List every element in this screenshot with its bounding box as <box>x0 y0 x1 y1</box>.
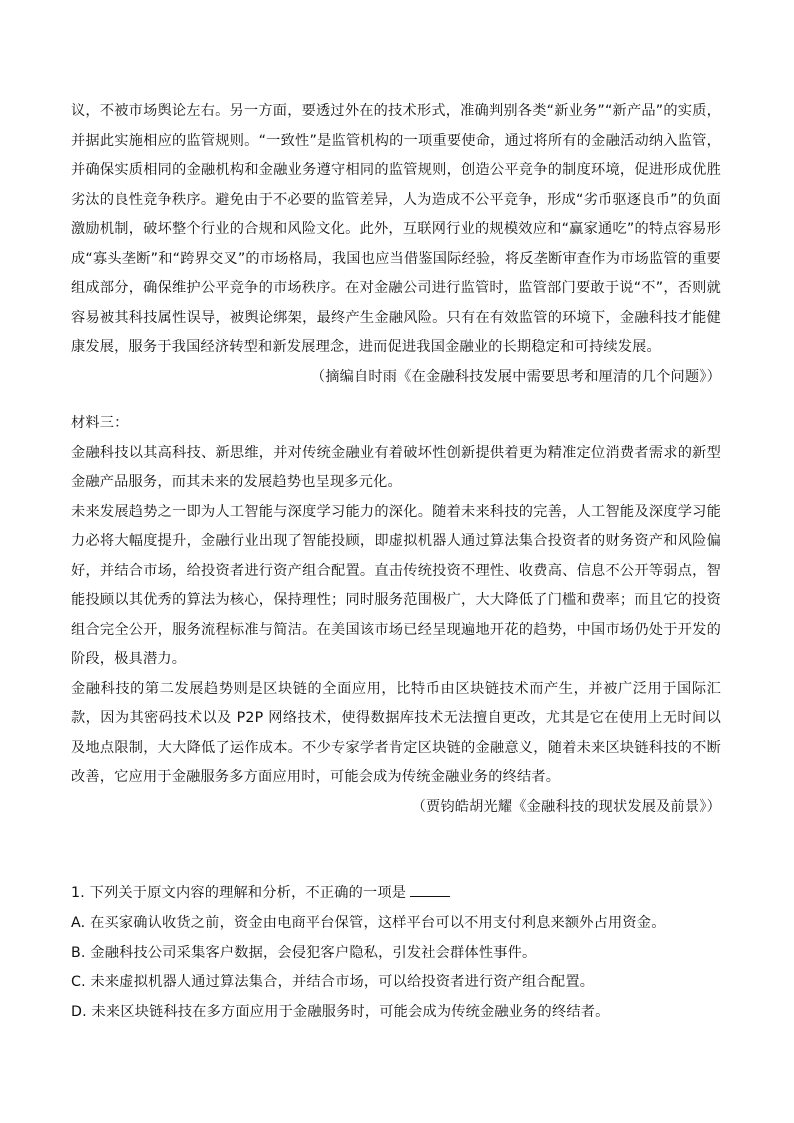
answer-blank[interactable] <box>410 882 450 897</box>
question-1-section <box>71 879 721 1028</box>
material-3-label: 材料三： <box>71 415 129 431</box>
material-2-source: （摘编自时雨《在金融科技发展中需要思考和厘清的几个问题》） <box>310 368 721 385</box>
material-3-section <box>71 409 721 822</box>
material-3-paragraph-3: 金融科技的第二发展趋势则是区块链的全面应用，比特币由区块链技术而产生，并被广泛用于国际汇款，因为其密码技术以及 P2P 网络技术，使得数据库技术无法擅自更改，尤其是它在使用上无时间以及地点限制，大大降低了运作成本。不少专家学者肯定区块链的金融意义，随着未来区块链科技的不断改善，它应用于金融服务多方面应用时，可能会成为传统金融业务的终结者。 <box>71 680 721 785</box>
material-3-source: （贾钧皓胡光耀《金融科技的现状发展及前景》） <box>411 798 721 815</box>
option-a: A. 在买家确认收货之前，资金由电商平台保管，这样平台可以不用支付利息来额外占用资金。 <box>71 914 666 931</box>
question-stem-line <box>71 879 721 909</box>
option-d: D. 未来区块链科技在多方面应用于金融服务时，可能会成为传统金融业务的终结者。 <box>71 1004 610 1021</box>
option-c: C. 未来虚拟机器人通过算法集合，并结合市场，可以给投资者进行资产组合配置。 <box>71 974 595 991</box>
question-stem: 1. 下列关于原文内容的理解和分析，不正确的一项是 <box>71 885 407 901</box>
material-2-paragraph: 议，不被市场舆论左右。另一方面，要透过外在的技术形式，准确判别各类“新业务”“新产品”的实质，并据此实施相应的监管规则。“一致性”是监管机构的一项重要使命，通过将所有的金融活动纳入监管，并确保实质相同的金融机构和金融业务遵守相同的监管规则，创造公平竞争的制度环境，促进形成优胜劣汰的良性竞争秩序。避免由于不必要的监管差异，人为造成不公平竞争，形成“劣币驱逐良币”的负面激励机制，破坏整个行业的合规和风险文化。此外，互联网行业的规模效应和“赢家通吃”的特点容易形成“寡头垄断”和“跨界交叉”的市场格局，我国也应当借鉴国际经验，将反垄断审查作为市场监管的重要组成部分，确保维护公平竞争的市场秩序。在对金融公司进行监管时，监管部门要敢于说“不”，否则就容易被其科技属性误导，被舆论绑架，最终产生金融风险。只有在有效监管的环境下，金融科技才能健康发展，服务于我国经济转型和新发展理念，进而促进我国金融业的长期稳定和可持续发展。 <box>71 103 721 355</box>
material-3-paragraph-1: 金融科技以其高科技、新思维，并对传统金融业有着破坏性创新提供着更为精准定位消费者需求的新型金融产品服务，而其未来的发展趋势也呈现多元化。 <box>71 444 721 490</box>
material-2-section <box>71 97 721 392</box>
option-b: B. 金融科技公司采集客户数据，会侵犯客户隐私，引发社会群体性事件。 <box>71 944 537 961</box>
material-3-paragraph-2: 未来发展趋势之一即为人工智能与深度学习能力的深化。随着未来科技的完善，人工智能及深度学习能力必将大幅度提升，金融行业出现了智能投顾，即虚拟机器人通过算法集合投资者的财务资产和风险偏好，并结合市场，给投资者进行资产组合配置。直击传统投资不理性、收费高、信息不公开等弱点，智能投顾以其优秀的算法为核心，保持理性；同时服务范围极广，大大降低了门槛和费率；而且它的投资组合完全公开，服务流程标准与简洁。在美国该市场已经呈现遍地开花的趋势，中国市场仍处于开发的阶段，极具潜力。 <box>71 503 721 667</box>
